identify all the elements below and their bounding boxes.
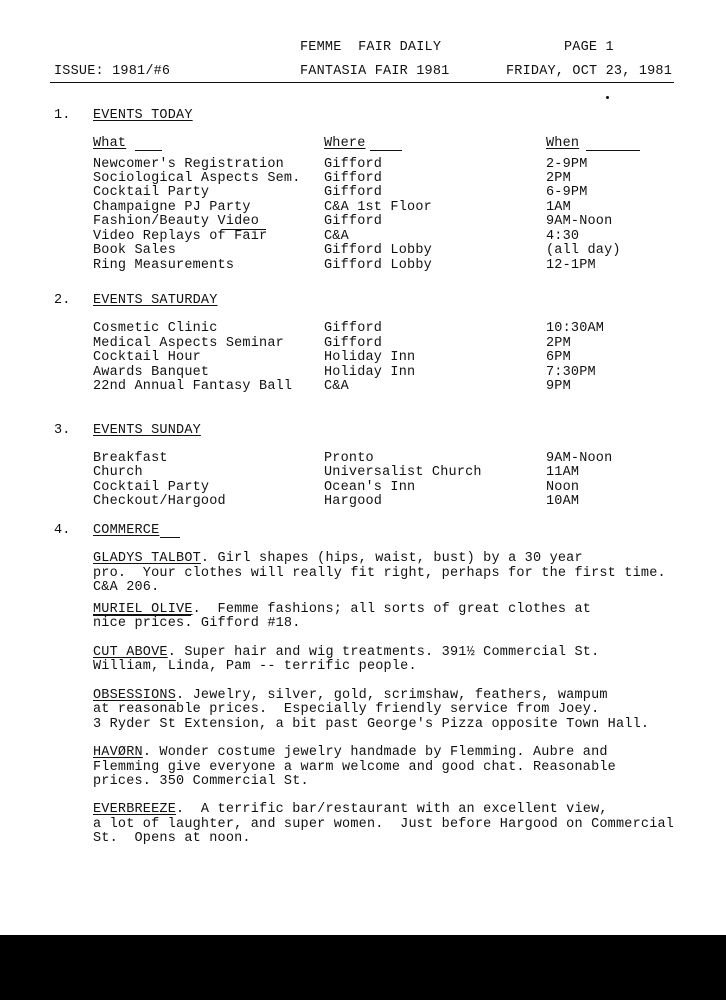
event-when: 6PM	[546, 350, 571, 365]
event-when: 7:30PM	[546, 365, 596, 380]
business-name: OBSESSIONS	[93, 688, 177, 703]
business-text: prices. 350 Commercial St.	[93, 774, 309, 789]
event-what: Champaigne PJ Party	[93, 200, 251, 215]
business-text: . Girl shapes (hips, waist, bust) by a 30 year	[200, 551, 583, 566]
business-text: at reasonable prices. Especially friendly service from Joey.	[93, 702, 600, 717]
event-when: 2PM	[546, 171, 571, 186]
issue-number: ISSUE: 1981/#6	[54, 64, 171, 79]
event-where: Gifford	[324, 171, 383, 186]
business-name: EVERBREEZE	[93, 802, 177, 817]
event-what: Ring Measurements	[93, 258, 235, 273]
commerce-line	[93, 602, 591, 617]
event-where: Gifford Lobby	[324, 243, 432, 258]
event-where: Gifford	[324, 336, 383, 351]
business-name: GLADYS TALBOT	[93, 551, 201, 566]
business-text: Flemming give everyone a warm welcome and good chat. Reasonable	[93, 760, 616, 775]
event-where: Hargood	[324, 494, 383, 509]
event-when: Noon	[546, 480, 580, 495]
event-when: 11AM	[546, 465, 580, 480]
commerce-line	[93, 551, 583, 566]
speck	[606, 96, 609, 99]
event-what: 22nd Annual Fantasy Ball	[93, 379, 293, 394]
business-name: HAVØRN	[93, 745, 143, 760]
event-when: 4:30	[546, 229, 580, 244]
what-underline-ext	[135, 150, 162, 151]
event-when: 6-9PM	[546, 185, 588, 200]
event-where: Universalist Church	[324, 465, 482, 480]
when-underline-ext	[586, 150, 640, 151]
business-text: . Jewelry, silver, gold, scrimshaw, feathers, wampum	[176, 688, 608, 703]
business-text: William, Linda, Pam -- terrific people.	[93, 659, 417, 674]
event-what: Video Replays of Fair	[93, 229, 268, 244]
event-when: 9PM	[546, 379, 571, 394]
event-what: Fashion/Beauty Video	[93, 214, 260, 229]
event-when: 9AM-Noon	[546, 214, 613, 229]
business-text: . Super hair and wig treatments. 391½ Commercial St.	[167, 645, 600, 660]
header-rule	[50, 82, 674, 83]
commerce-line	[93, 645, 599, 660]
section-number: 1.	[54, 108, 71, 123]
event-when: 1AM	[546, 200, 571, 215]
page-number: PAGE 1	[564, 40, 614, 55]
event-where: Holiday Inn	[324, 365, 416, 380]
event-what: Newcomer's Registration	[93, 157, 284, 172]
event-where: Ocean's Inn	[324, 480, 416, 495]
event-where: C&A	[324, 379, 349, 394]
business-text: . Wonder costume jewelry handmade by Flemming. Aubre and	[142, 745, 608, 760]
issue-date: FRIDAY, OCT 23, 1981	[506, 64, 673, 79]
where-underline-ext	[370, 150, 402, 151]
section-number: 2.	[54, 293, 71, 308]
business-name: CUT ABOVE	[93, 645, 168, 660]
event-where: Gifford	[324, 185, 383, 200]
section-title-saturday: EVENTS SATURDAY	[93, 293, 218, 308]
commerce-underline-ext	[160, 537, 180, 538]
event-when: 2PM	[546, 336, 571, 351]
section-number: 3.	[54, 423, 71, 438]
column-header-what: What	[93, 136, 127, 151]
event-what: Church	[93, 465, 143, 480]
event-what: Cocktail Hour	[93, 350, 201, 365]
business-text: nice prices. Gifford #18.	[93, 616, 301, 631]
event-where: Pronto	[324, 451, 374, 466]
event-where: Gifford	[324, 157, 383, 172]
section-number: 4.	[54, 523, 71, 538]
business-text: 3 Ryder St Extension, a bit past George's Pizza opposite Town Hall.	[93, 717, 650, 732]
event-when: 10:30AM	[546, 321, 605, 336]
event-what: Cocktail Party	[93, 185, 210, 200]
column-header-where: Where	[324, 136, 366, 151]
section-title-commerce: COMMERCE	[93, 523, 160, 538]
business-text: . Femme fashions; all sorts of great clothes at	[192, 602, 592, 617]
event-name: FANTASIA FAIR 1981	[300, 64, 450, 79]
event-where: C&A	[324, 229, 349, 244]
event-where: Gifford	[324, 321, 383, 336]
event-what: Cosmetic Clinic	[93, 321, 218, 336]
event-what: Breakfast	[93, 451, 168, 466]
event-what: Sociological Aspects Sem.	[93, 171, 301, 186]
event-what: Awards Banquet	[93, 365, 210, 380]
event-when: 12-1PM	[546, 258, 596, 273]
business-text: pro. Your clothes will really fit right, perhaps for the first time.	[93, 566, 666, 581]
column-header-when: When	[546, 136, 580, 151]
section-title-sunday: EVENTS SUNDAY	[93, 423, 201, 438]
event-what: Medical Aspects Seminar	[93, 336, 284, 351]
scan-border-bottom	[0, 935, 726, 1000]
event-where: C&A 1st Floor	[324, 200, 432, 215]
business-text: St. Opens at noon.	[93, 831, 251, 846]
event-what: Book Sales	[93, 243, 177, 258]
event-when: 9AM-Noon	[546, 451, 613, 466]
event-where: Gifford Lobby	[324, 258, 432, 273]
event-what: Checkout/Hargood	[93, 494, 226, 509]
event-when: 10AM	[546, 494, 580, 509]
business-name: MURIEL OLIVE	[93, 602, 193, 617]
section-title-today: EVENTS TODAY	[93, 108, 193, 123]
publication-title: FEMME FAIR DAILY	[300, 40, 442, 55]
event-when: 2-9PM	[546, 157, 588, 172]
commerce-line	[93, 802, 608, 817]
business-text: . A terrific bar/restaurant with an excellent view,	[176, 802, 608, 817]
event-where: Gifford	[324, 214, 383, 229]
business-text: a lot of laughter, and super women. Just before Hargood on Commercial	[93, 817, 675, 832]
commerce-line	[93, 688, 608, 703]
event-where: Holiday Inn	[324, 350, 416, 365]
event-when: (all day)	[546, 243, 621, 258]
commerce-line	[93, 745, 608, 760]
event-what: Cocktail Party	[93, 480, 210, 495]
business-text: C&A 206.	[93, 580, 160, 595]
